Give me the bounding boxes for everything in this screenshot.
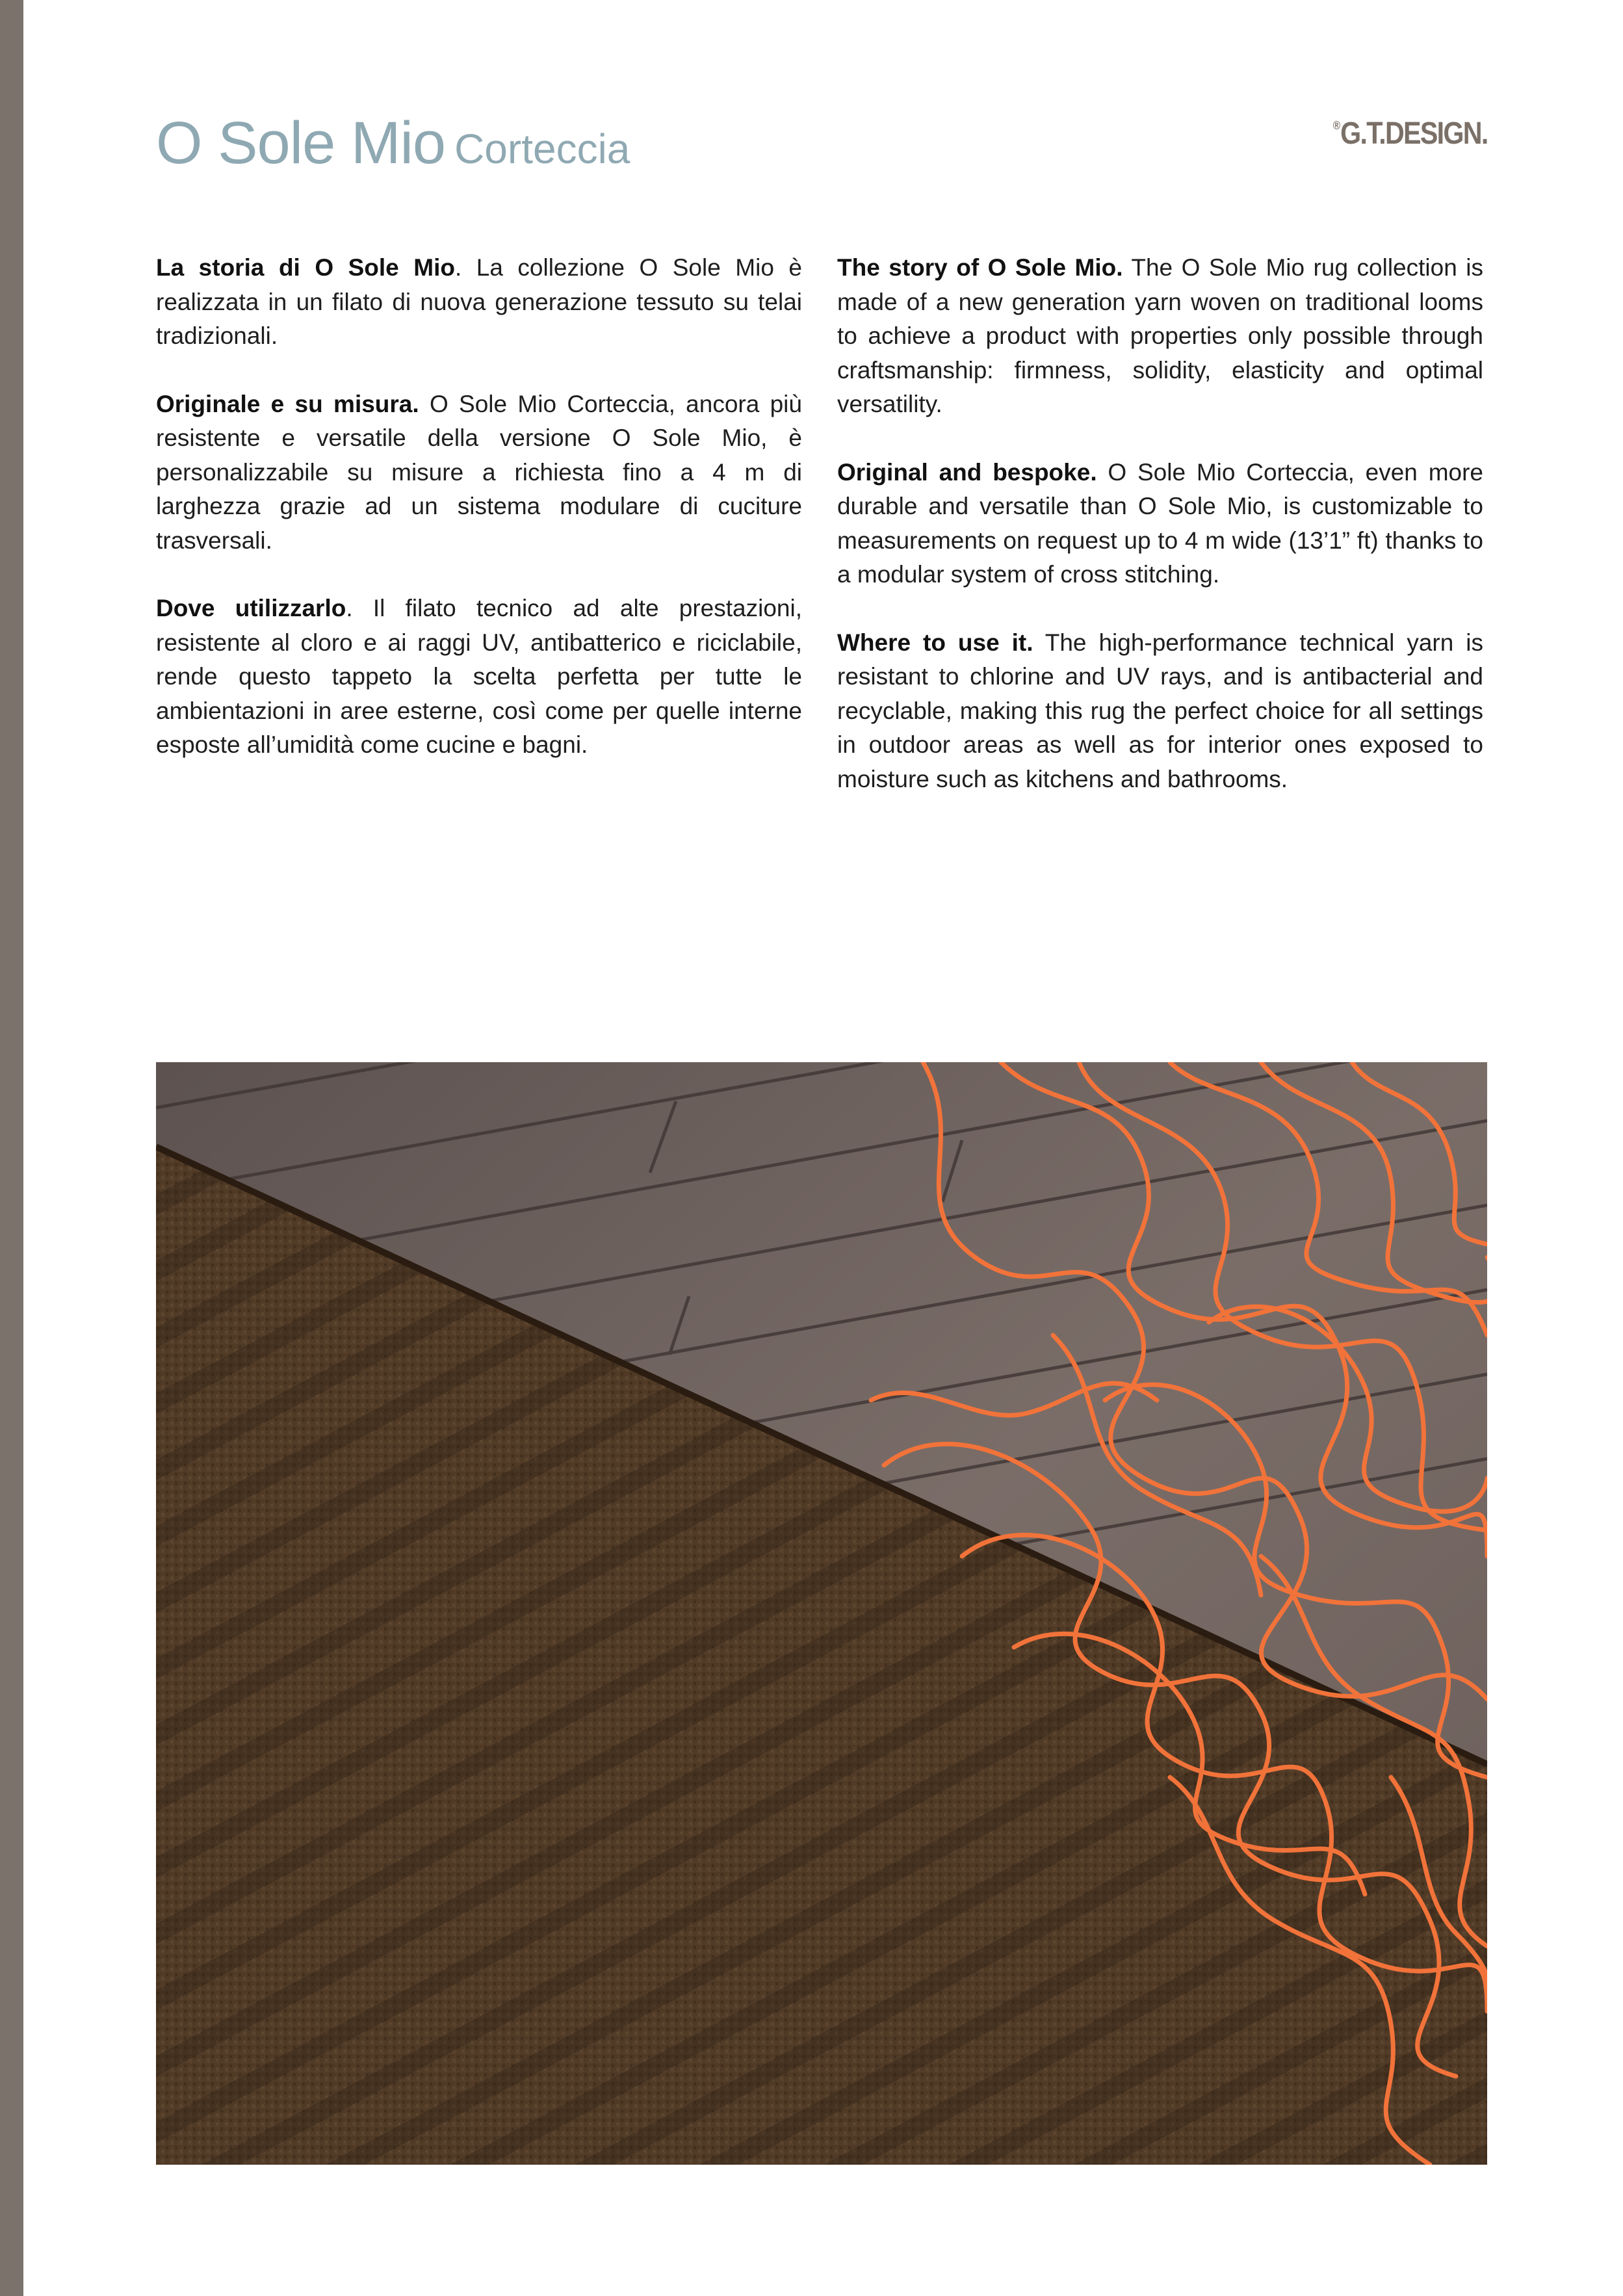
paragraph-heading: La storia di O Sole Mio [156, 254, 455, 281]
paragraph-heading: The story of O Sole Mio. [837, 254, 1123, 281]
logo-registered-mark: ® [1333, 119, 1341, 132]
italian-paragraph-story [156, 251, 802, 354]
paragraph-text: . La collezione O Sole Mio è realizzata in un filato di nuova generazione tessuto su telai tradizionali. [156, 254, 802, 349]
side-strip [0, 0, 23, 2296]
paragraph-heading: Where to use it. [837, 629, 1033, 656]
english-paragraph-bespoke [837, 456, 1483, 592]
paragraph-text: The O Sole Mio rug collection is made of a new generation yarn woven on traditional looms to achieve a product with properties only possible through craftsmanship: firmness, solidity, elasticity and optimal versatility. [837, 254, 1483, 417]
paragraph-text: . Il filato tecnico ad alte prestazioni, resistente al cloro e ai raggi UV, antibatterico e riciclabile, rende questo tappeto la scelta perfetta per tutte le ambientazioni in aree esterne, così come per quelle interne esposte all’umidità come cucine e bagni. [156, 595, 802, 758]
paragraph-heading: Dove utilizzarlo [156, 595, 346, 621]
english-paragraph-story [837, 251, 1483, 422]
rug-photo-illustration [156, 1062, 1487, 2165]
paragraph-heading: Originale e su misura. [156, 390, 419, 417]
title-main: O Sole Mio [156, 110, 446, 176]
paragraph-text: O Sole Mio Corteccia, even more durable and versatile than O Sole Mio, is customizable to measurements on request up to 4 m wide (13’1” ft) thanks to a modular system of cross stitching. [837, 458, 1483, 588]
english-column [837, 251, 1483, 830]
product-photo [156, 1062, 1487, 2165]
italian-paragraph-usage [156, 592, 802, 763]
title-subtitle: Corteccia [454, 125, 630, 172]
italian-paragraph-bespoke [156, 387, 802, 558]
page-title [156, 109, 630, 177]
brand-logo [1333, 116, 1488, 151]
logo-text: G.T.DESIGN. [1340, 116, 1488, 151]
english-paragraph-usage [837, 626, 1483, 797]
italian-column [156, 251, 802, 796]
paragraph-text: The high-performance technical yarn is resistant to chlorine and UV rays, and is antibacterial and recyclable, making this rug the perfect choice for all settings in outdoor areas as well as for interior ones exposed to moisture such as kitchens and bathrooms. [837, 629, 1483, 792]
paragraph-heading: Original and bespoke. [837, 458, 1097, 486]
paragraph-text: O Sole Mio Corteccia, ancora più resistente e versatile della versione O Sole Mio, è personalizzabile su misure a richiesta fino a 4 m di larghezza grazie ad un sistema modulare di cuciture trasversali. [156, 390, 802, 554]
